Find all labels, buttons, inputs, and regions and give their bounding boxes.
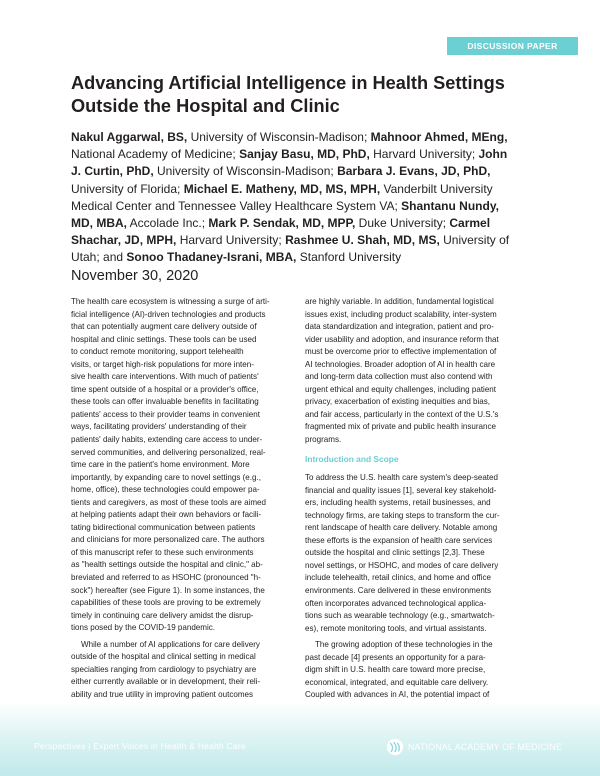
- author-affiliation: University of Wisconsin-Madison;: [187, 130, 371, 144]
- body-text-line: ers, including health systems, retail businesses, and: [305, 498, 491, 508]
- body-text-line: While a number of AI applications for care delivery: [81, 639, 260, 649]
- author-affiliation: University of Florida;: [71, 181, 184, 196]
- body-text-line: at helping patients adapt their own behaviors or facili-: [71, 510, 262, 520]
- author-affiliation: Vanderbilt University: [380, 181, 493, 196]
- footer-series-title: Perspectives | Expert Voices in Health & Health Care: [34, 741, 246, 751]
- author-affiliation: University of Wisconsin-Madison;: [153, 164, 338, 179]
- body-text-line: hospital and clinic settings. These tools can be used: [71, 334, 257, 344]
- body-text-line: The growing adoption of these technologies in the: [315, 640, 493, 650]
- author-affiliation: Duke University;: [355, 216, 450, 231]
- body-text-line: economical, integrated, and equitable care delivery.: [305, 677, 489, 687]
- author-line: [71, 181, 557, 198]
- body-text-line: The health care ecosystem is witnessing a surge of arti-: [71, 297, 270, 306]
- body-text-line: and long-term data collection must also contend with: [305, 372, 493, 382]
- body-text-line: technology firms, are taking steps to transform the cur-: [305, 510, 500, 520]
- body-column-left: [71, 296, 295, 702]
- author-name: Sonoo Thadaney-Israni, MBA,: [126, 250, 297, 265]
- body-text-line: patients' access to their provider teams in convenient: [71, 409, 260, 419]
- body-text-line: fragmented mix of private and public health insurance: [305, 422, 496, 432]
- section-heading: Introduction and Scope: [305, 453, 399, 464]
- body-text-line: include telehealth, retail clinics, and home and office: [305, 573, 491, 583]
- author-name: Mark P. Sendak, MD, MPP,: [208, 216, 356, 231]
- body-text-line: that can potentially augment care delivery outside of: [71, 322, 257, 332]
- title-line: Outside the Hospital and Clinic: [71, 96, 340, 116]
- body-text-line: ability and true utility in improving patient outcomes: [71, 689, 254, 699]
- body-text-line: to conduct remote monitoring, support telehealth: [71, 347, 244, 357]
- body-text-line: capabilities of these tools are proving to be extremely: [71, 598, 261, 608]
- author-affiliation: Medical Center and Tennessee Valley Healthcare System VA;: [71, 198, 402, 213]
- author-name: J. Curtin, PhD,: [71, 164, 154, 179]
- body-text-line: financial and quality issues [1], several key stakehold-: [305, 485, 497, 495]
- body-text-line: outside the hospital and clinic settings [2,3]. These: [305, 548, 485, 558]
- body-text-line: es), remote monitoring tools, and virtual assistants.: [305, 623, 487, 633]
- author-affiliation: Utah; and: [71, 250, 127, 265]
- publication-date: November 30, 2020: [71, 268, 199, 284]
- author-line: [71, 249, 557, 266]
- body-text-line: digm shift in U.S. health care toward more precise,: [305, 665, 486, 675]
- author-affiliation: Harvard University;: [176, 233, 286, 248]
- body-text-line: issues exist, including product scalability, inter-system: [305, 309, 497, 319]
- author-affiliation: Accolade Inc.;: [127, 216, 209, 231]
- author-affiliation: National Academy of Medicine;: [71, 147, 240, 162]
- author-affiliation: Stanford University: [296, 250, 402, 265]
- author-affiliation: University of: [439, 233, 510, 248]
- author-line: [71, 232, 557, 249]
- body-text-line: visits, or target high-risk populations for more inten-: [71, 359, 254, 369]
- body-text-line: novel settings, or HSOHC, and modes of care delivery: [305, 560, 499, 570]
- author-name: John: [478, 147, 508, 162]
- author-name: Rashmee U. Shah, MD, MS,: [285, 233, 440, 248]
- body-text-line: tating bidirectional communication between patients: [71, 522, 256, 532]
- body-text-line: as "health settings outside the hospital and clinic," ab-: [71, 560, 263, 570]
- author-list: [71, 129, 557, 267]
- author-name: Shachar, JD, MPH,: [71, 233, 177, 248]
- author-name: Mahnoor Ahmed, MEng,: [370, 130, 508, 144]
- author-line: [71, 146, 557, 163]
- body-text-line: urgent ethical and equity challenges, including patient: [305, 384, 497, 394]
- body-text-line: sive health care interventions. With much of patients': [71, 372, 259, 382]
- body-text-line: and fair access, particularly in the context of the U.S.'s: [305, 409, 499, 419]
- body-text-line: ficial intelligence (AI)-driven technologies and products: [71, 309, 266, 319]
- author-name: Barbara J. Evans, JD, PhD,: [337, 164, 491, 179]
- author-name: Shantanu Nundy,: [401, 198, 499, 213]
- body-text-line: home, office), these technologies could empower pa-: [71, 485, 260, 495]
- body-text-line: time care in the patient's home environment. More: [71, 460, 250, 470]
- body-text-line: of this manuscript refer to these such environments: [71, 547, 254, 557]
- author-line: [71, 129, 557, 146]
- body-text-line: rent landscape of health care delivery. Notable among: [305, 523, 498, 533]
- title-line: Advancing Artificial Intelligence in Health Settings: [71, 73, 505, 93]
- body-text-line: Coupled with advances in AI, the potential impact of: [305, 690, 490, 700]
- body-text-line: importantly, by expanding care to novel settings (e.g.,: [71, 472, 261, 482]
- nam-logo-icon: [386, 738, 404, 756]
- body-text-line: vider usability and adoption, and insurance reform that: [305, 334, 499, 344]
- author-affiliation: Harvard University;: [369, 147, 479, 162]
- body-text-line: and clinicians for more personalized care. The authors: [71, 535, 265, 545]
- body-text-line: breviated and referred to as HSOHC (pronounced "h-: [71, 573, 261, 583]
- author-name: MD, MBA,: [71, 216, 127, 231]
- author-name: Nakul Aggarwal, BS,: [71, 130, 188, 144]
- body-text-line: To address the U.S. health care system's deep-seated: [305, 473, 498, 483]
- paper-title: [71, 72, 551, 118]
- body-text-line: programs.: [305, 435, 342, 445]
- nam-logo-lockup: [386, 738, 562, 756]
- author-line: [71, 163, 557, 180]
- body-text-line: these tools can offer invaluable benefits in facilitating: [71, 397, 259, 407]
- discussion-paper-badge: DISCUSSION PAPER: [447, 37, 578, 55]
- body-text-line: outside of the hospital and clinical setting in medical: [71, 652, 256, 662]
- body-text-line: past decade [4] presents an opportunity for a para-: [305, 652, 486, 662]
- body-text-line: data standardization and integration, patient and pro-: [305, 322, 494, 332]
- body-text-line: time spent outside of a hospital or a provider's office,: [71, 384, 259, 394]
- body-text-line: privacy, exacerbation of existing inequities and bias,: [305, 397, 491, 407]
- author-name: Michael E. Matheny, MD, MS, MPH,: [183, 181, 381, 196]
- body-text-line: are highly variable. In addition, fundamental logistical: [305, 297, 494, 306]
- author-line: [71, 198, 557, 215]
- body-text-line: patients' daily habits, extending care access to under-: [71, 435, 263, 445]
- author-line: [71, 215, 557, 232]
- body-text-line: ways, facilitating providers' understanding of their: [71, 422, 247, 432]
- author-name: Sanjay Basu, MD, PhD,: [239, 147, 370, 162]
- body-text-line: tions such as wearable technology (e.g., smartwatch-: [305, 611, 495, 621]
- body-text-line: specialties ranging from cardiology to psychiatry are: [71, 664, 257, 674]
- body-text-line: sock") hereafter (see Figure 1). In some instances, the: [71, 585, 265, 595]
- body-text-line: timely in continuing care delivery amidst the disrup-: [71, 610, 254, 620]
- body-text-line: must be overcome prior to effective implementation of: [305, 347, 497, 357]
- body-column-right: [305, 296, 530, 702]
- body-text-line: often incorporates advanced technological applica-: [305, 598, 487, 608]
- body-text-line: tients and caregivers, as most of these tools are aimed: [71, 497, 267, 507]
- body-text-line: AI technologies. Broader adoption of AI in health care: [305, 359, 496, 369]
- body-text-line: these efforts is the expansion of health care services: [305, 535, 493, 545]
- author-name: Carmel: [449, 216, 491, 231]
- body-text-line: environments. Care delivered in these environments: [305, 586, 492, 596]
- body-text-line: tions posed by the COVID-19 pandemic.: [71, 623, 216, 633]
- body-text-line: served communities, and delivering personalized, real-: [71, 447, 266, 457]
- nam-name: NATIONAL ACADEMY OF MEDICINE: [408, 742, 563, 752]
- body-text-line: either currently available or in development, their reli-: [71, 677, 261, 687]
